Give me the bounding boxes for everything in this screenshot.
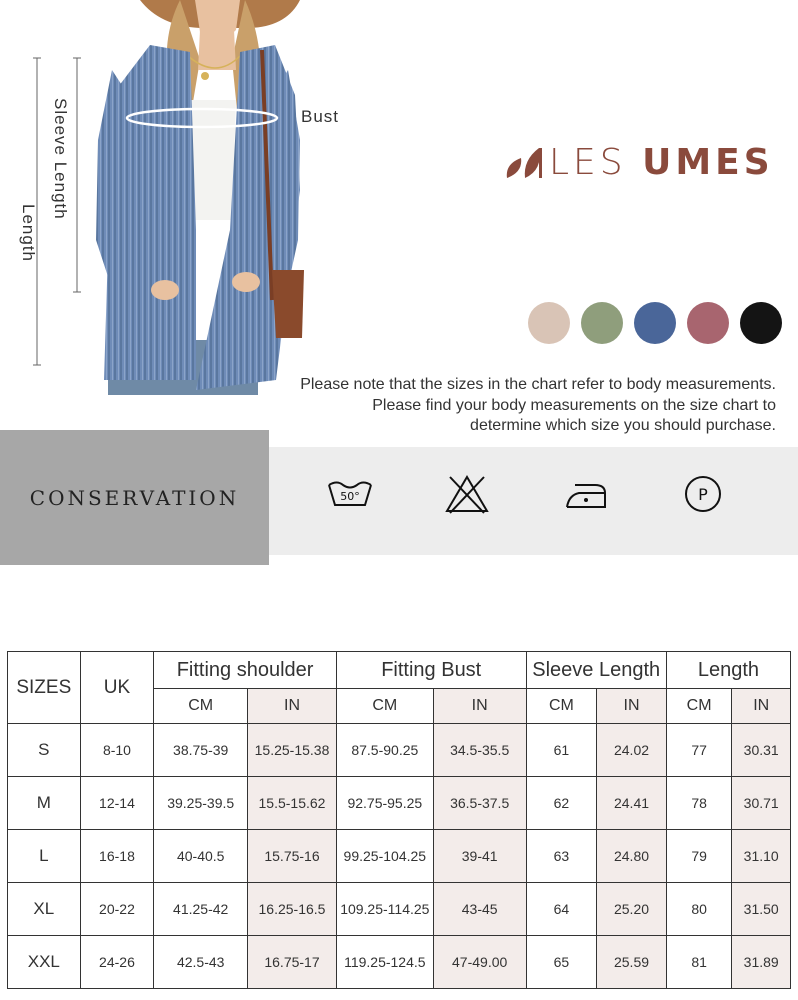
cell-shoulder-cm: 40-40.5 [154,830,248,883]
cell-length-cm: 77 [666,724,732,777]
cell-shoulder-cm: 42.5-43 [154,936,248,989]
brand-name-part1: LES [549,141,643,183]
sleeve-length-label: Sleeve Length [51,98,70,220]
cell-sleeve-in: 24.80 [597,830,667,883]
cell-sleeve-in: 24.41 [597,777,667,830]
cell-size: L [8,830,81,883]
cell-sleeve-cm: 61 [526,724,597,777]
header-sizes: SIZES [8,652,81,724]
cell-length-in: 30.31 [732,724,791,777]
cell-sleeve-cm: 62 [526,777,597,830]
cell-bust-cm: 92.75-95.25 [336,777,433,830]
cell-bust-in: 34.5-35.5 [433,724,526,777]
swatch-sage-green[interactable] [581,302,623,344]
cell-length-cm: 80 [666,883,732,936]
cell-uk: 24-26 [80,936,154,989]
conservation-title: CONSERVATION [29,485,240,510]
subheader-in: IN [433,689,526,724]
cell-size: M [8,777,81,830]
cell-length-cm: 78 [666,777,732,830]
cell-uk: 16-18 [80,830,154,883]
header-sleeve-length: Sleeve Length [526,652,666,689]
note-line-3: determine which size you should purchase. [470,417,776,434]
cell-sleeve-cm: 64 [526,883,597,936]
cell-length-in: 31.89 [732,936,791,989]
swatch-beige[interactable] [528,302,570,344]
header-fitting-shoulder: Fitting shoulder [154,652,337,689]
cell-bust-cm: 99.25-104.25 [336,830,433,883]
swatch-black[interactable] [740,302,782,344]
subheader-in: IN [732,689,791,724]
cell-sleeve-in: 25.59 [597,936,667,989]
cell-shoulder-in: 15.5-15.62 [248,777,337,830]
table-row [8,724,791,777]
subheader-cm: CM [336,689,433,724]
header-fitting-bust: Fitting Bust [336,652,526,689]
color-swatches [528,302,782,344]
note-line-2: Please find your body measurements on the size chart to [372,396,776,414]
cell-shoulder-in: 16.75-17 [248,936,337,989]
cell-bust-in: 39-41 [433,830,526,883]
note-line-1: Please note that the sizes in the chart refer to body measurements. [300,376,776,393]
cell-size: S [8,724,81,777]
dry-clean-letter: P [698,485,708,504]
table-row [8,883,791,936]
table-row [8,936,791,989]
size-note [256,375,776,437]
header-uk: UK [80,652,154,724]
subheader-in: IN [597,689,667,724]
conservation-panel [0,430,269,565]
cell-shoulder-in: 15.25-15.38 [248,724,337,777]
swatch-mauve[interactable] [687,302,729,344]
cell-bust-cm: 119.25-124.5 [336,936,433,989]
cell-length-in: 31.50 [732,883,791,936]
subheader-cm: CM [666,689,732,724]
cell-uk: 20-22 [80,883,154,936]
cell-size: XXL [8,936,81,989]
table-row [8,830,791,883]
cell-sleeve-in: 25.20 [597,883,667,936]
brand-name-part2: UMES [642,141,774,183]
cell-length-in: 30.71 [732,777,791,830]
table-row [8,777,791,830]
cell-shoulder-cm: 39.25-39.5 [154,777,248,830]
cell-bust-cm: 109.25-114.25 [336,883,433,936]
cell-shoulder-in: 15.75-16 [248,830,337,883]
cell-uk: 8-10 [80,724,154,777]
cell-bust-in: 47-49.00 [433,936,526,989]
bust-label: Bust [301,107,340,126]
cell-length-cm: 81 [666,936,732,989]
cell-shoulder-cm: 38.75-39 [154,724,248,777]
cell-uk: 12-14 [80,777,154,830]
wash-50-icon [325,471,375,517]
cell-size: XL [8,883,81,936]
brand-logo-block [503,140,774,184]
iron-low-icon [561,471,611,517]
cell-sleeve-cm: 63 [526,830,597,883]
subheader-cm: CM [154,689,248,724]
subheader-cm: CM [526,689,597,724]
no-bleach-icon [442,471,492,517]
brand-name [549,142,774,183]
leaf-logo-icon [503,142,543,182]
cell-sleeve-cm: 65 [526,936,597,989]
care-icons-panel [269,447,798,555]
wash-temp-text: 50° [340,490,360,503]
header-length: Length [666,652,790,689]
size-chart-table [7,651,791,989]
swatch-blue[interactable] [634,302,676,344]
cell-length-cm: 79 [666,830,732,883]
cell-shoulder-in: 16.25-16.5 [248,883,337,936]
length-label: Length [19,204,38,262]
dry-clean-p-icon [678,471,728,517]
cell-bust-in: 36.5-37.5 [433,777,526,830]
cell-sleeve-in: 24.02 [597,724,667,777]
cell-shoulder-cm: 41.25-42 [154,883,248,936]
cell-bust-in: 43-45 [433,883,526,936]
cell-length-in: 31.10 [732,830,791,883]
subheader-in: IN [248,689,337,724]
cell-bust-cm: 87.5-90.25 [336,724,433,777]
